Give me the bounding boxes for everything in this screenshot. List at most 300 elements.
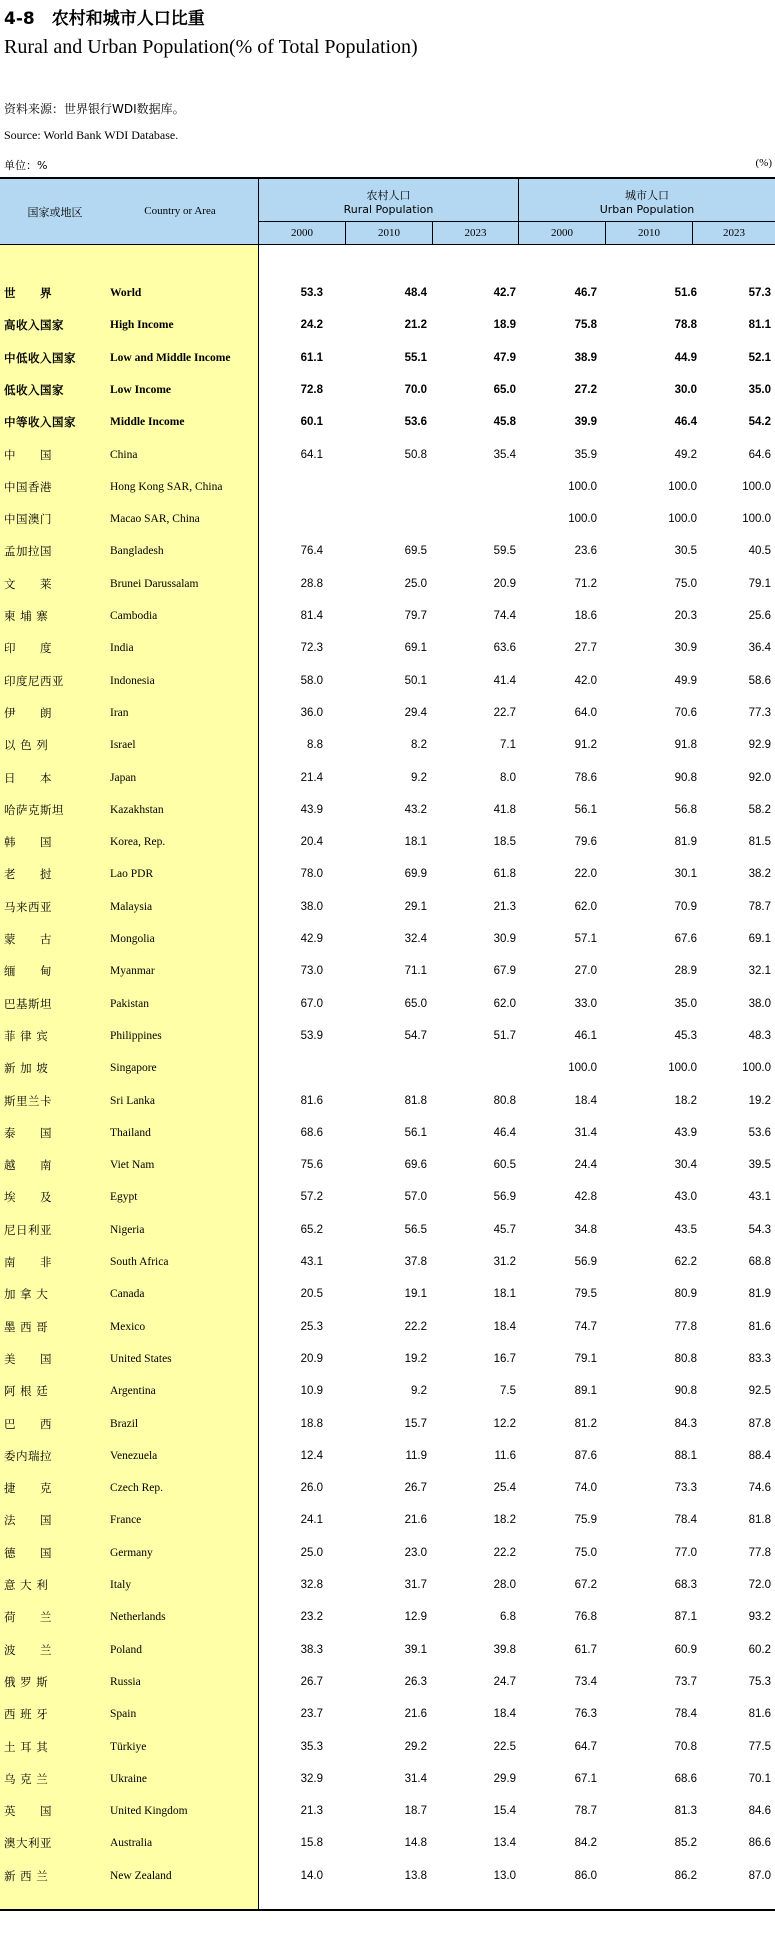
table-row (0, 406, 775, 438)
urban-value-cell: 75.8 (574, 319, 597, 332)
country-name-en: Poland (110, 1643, 142, 1656)
rural-value-cell: 19.2 (404, 1352, 427, 1365)
rural-value-cell: 12.4 (300, 1449, 323, 1462)
urban-value-cell: 81.9 (674, 836, 697, 849)
rural-value-cell: 45.8 (493, 416, 516, 429)
urban-value-cell: 46.7 (574, 287, 597, 299)
rural-value-cell: 72.8 (300, 383, 323, 396)
table-row (0, 794, 775, 826)
urban-value-cell: 74.6 (748, 1482, 771, 1495)
rural-value-cell: 65.2 (300, 1223, 323, 1236)
table-row (0, 1601, 775, 1633)
urban-value-cell: 80.8 (674, 1352, 697, 1365)
table-row (0, 1860, 775, 1892)
header-year-rural-2010: 2010 (378, 227, 400, 239)
urban-value-cell: 42.0 (574, 674, 597, 687)
urban-value-cell: 60.2 (748, 1643, 771, 1656)
table-row (0, 858, 775, 890)
header-urban-cn: 城市人口 (625, 189, 669, 202)
country-name-cn: 菲 律 宾 (4, 1028, 49, 1043)
header-country-en: Country or Area (144, 205, 216, 217)
rural-value-cell: 9.2 (411, 1385, 427, 1398)
table-row (0, 1698, 775, 1730)
rural-value-cell: 62.0 (493, 997, 516, 1010)
urban-value-cell: 53.6 (748, 1126, 771, 1139)
country-name-cn: 老 挝 (4, 867, 52, 882)
urban-value-cell: 74.7 (574, 1320, 597, 1333)
rural-value-cell: 20.5 (300, 1288, 323, 1301)
urban-value-cell: 75.0 (674, 577, 697, 590)
country-name-cn: 缅 甸 (4, 964, 52, 979)
urban-value-cell: 25.6 (748, 610, 771, 622)
header-year-urban-2010: 2010 (638, 227, 660, 239)
urban-value-cell: 30.0 (674, 383, 697, 396)
rural-value-cell: 39.1 (404, 1643, 427, 1656)
urban-value-cell: 20.3 (674, 610, 697, 622)
urban-value-cell: 31.4 (574, 1126, 597, 1139)
urban-value-cell: 81.2 (574, 1417, 597, 1430)
rural-value-cell: 70.0 (404, 383, 427, 396)
rural-value-cell: 72.3 (300, 642, 323, 655)
rural-value-cell: 24.1 (300, 1514, 323, 1527)
country-name-cn: 斯里兰卡 (4, 1093, 52, 1108)
rural-value-cell: 32.9 (300, 1772, 323, 1785)
rural-value-cell: 31.4 (404, 1772, 427, 1785)
rural-value-cell: 67.9 (493, 965, 516, 978)
country-name-cn: 低收入国家 (4, 382, 64, 397)
urban-value-cell: 58.6 (748, 674, 771, 687)
urban-value-cell: 67.1 (574, 1772, 597, 1785)
rural-value-cell: 65.0 (493, 383, 516, 396)
urban-value-cell: 81.6 (748, 1320, 771, 1333)
country-name-en: Bangladesh (110, 545, 164, 558)
country-name-en: Brazil (110, 1417, 139, 1430)
table-row (0, 1278, 775, 1310)
country-name-en: Indonesia (110, 674, 155, 687)
country-name-cn: 巴 西 (4, 1416, 52, 1431)
rural-value-cell: 57.2 (300, 1191, 323, 1204)
rural-value-cell: 79.7 (404, 610, 427, 622)
table-title-en: Rural and Urban Population(% of Total Population) (4, 36, 418, 58)
rural-value-cell: 25.4 (493, 1482, 516, 1495)
table-row (0, 342, 775, 374)
country-name-cn: 尼日利亚 (4, 1222, 52, 1237)
rural-value-cell: 45.7 (493, 1223, 516, 1236)
urban-value-cell: 76.3 (574, 1708, 597, 1721)
urban-value-cell: 27.0 (574, 965, 597, 978)
country-name-en: World (110, 287, 142, 299)
urban-value-cell: 75.9 (574, 1514, 597, 1527)
table-row (0, 762, 775, 794)
urban-value-cell: 79.1 (748, 577, 771, 590)
urban-value-cell: 39.5 (748, 1159, 771, 1172)
rural-value-cell: 9.2 (411, 771, 427, 784)
urban-value-cell: 19.2 (748, 1094, 771, 1107)
country-name-en: Malaysia (110, 900, 153, 913)
rural-value-cell: 61.8 (493, 868, 516, 881)
table-row (0, 309, 775, 341)
rural-value-cell: 68.6 (300, 1126, 323, 1139)
urban-value-cell: 64.7 (574, 1740, 597, 1753)
urban-value-cell: 77.3 (748, 706, 771, 719)
rural-value-cell: 50.8 (404, 448, 427, 461)
rural-value-cell: 18.2 (493, 1514, 516, 1527)
country-name-cn: 波 兰 (4, 1642, 52, 1657)
urban-value-cell: 18.6 (574, 610, 597, 622)
country-name-en: Lao PDR (110, 868, 154, 881)
urban-value-cell: 48.3 (748, 1029, 771, 1042)
rural-value-cell: 54.7 (404, 1029, 427, 1042)
urban-value-cell: 86.6 (748, 1837, 771, 1850)
urban-value-cell: 67.2 (574, 1579, 597, 1591)
rural-value-cell: 31.2 (493, 1256, 516, 1268)
rural-value-cell: 23.7 (300, 1708, 323, 1721)
rural-value-cell: 13.0 (493, 1869, 516, 1882)
table-row (0, 1117, 775, 1149)
rural-value-cell: 43.2 (404, 803, 427, 816)
rural-value-cell: 25.3 (300, 1320, 323, 1333)
urban-value-cell: 75.3 (748, 1675, 771, 1688)
rural-value-cell: 26.7 (404, 1482, 427, 1495)
country-name-cn: 越 南 (4, 1158, 52, 1173)
urban-value-cell: 100.0 (568, 480, 597, 493)
country-name-en: Türkiye (110, 1740, 147, 1753)
table-row (0, 1246, 775, 1278)
urban-value-cell: 51.6 (674, 287, 697, 299)
rural-value-cell: 38.0 (300, 900, 323, 913)
country-name-cn: 日 本 (4, 770, 52, 785)
country-name-cn: 印度尼西亚 (4, 673, 64, 688)
country-name-en: Germany (110, 1546, 153, 1559)
urban-value-cell: 76.8 (574, 1611, 597, 1624)
urban-value-cell: 84.6 (748, 1805, 771, 1818)
rural-value-cell: 18.7 (404, 1805, 427, 1818)
country-name-en: Philippines (110, 1029, 162, 1042)
rural-value-cell: 69.9 (404, 868, 427, 881)
urban-value-cell: 43.0 (674, 1191, 697, 1204)
country-name-en: Ukraine (110, 1772, 148, 1785)
rural-value-cell: 8.0 (500, 771, 516, 784)
urban-value-cell: 27.7 (574, 642, 597, 655)
urban-value-cell: 36.4 (748, 642, 771, 655)
urban-value-cell: 80.9 (674, 1288, 697, 1301)
table-row (0, 1666, 775, 1698)
rural-value-cell: 7.1 (500, 739, 516, 752)
rural-value-cell: 29.4 (404, 706, 427, 719)
urban-value-cell: 77.5 (748, 1740, 771, 1753)
rural-value-cell: 59.5 (493, 545, 516, 558)
urban-value-cell: 70.9 (674, 900, 697, 913)
country-name-en: India (110, 642, 134, 655)
country-name-cn: 加 拿 大 (4, 1287, 49, 1302)
urban-value-cell: 100.0 (742, 480, 771, 493)
rural-value-cell: 80.8 (493, 1094, 516, 1107)
urban-value-cell: 30.1 (674, 868, 697, 881)
table-row (0, 891, 775, 923)
year-row-rule (258, 221, 775, 222)
table-row (0, 1181, 775, 1213)
rural-value-cell: 56.1 (404, 1126, 427, 1139)
rural-value-cell: 43.1 (300, 1256, 323, 1268)
header-year-rural-2023: 2023 (464, 227, 487, 239)
urban-value-cell: 81.1 (748, 319, 771, 332)
country-name-cn: 墨 西 哥 (4, 1319, 49, 1334)
urban-value-cell: 46.4 (674, 416, 697, 429)
urban-value-cell: 60.9 (674, 1643, 697, 1656)
urban-value-cell: 70.8 (674, 1740, 697, 1753)
urban-value-cell: 87.0 (748, 1869, 771, 1882)
rural-value-cell: 69.5 (404, 545, 427, 558)
country-name-cn: 中 国 (4, 447, 52, 462)
rural-value-cell: 56.9 (493, 1191, 516, 1204)
table-row (0, 503, 775, 535)
country-name-cn: 中等收入国家 (4, 415, 76, 430)
urban-value-cell: 100.0 (568, 1062, 597, 1075)
rural-value-cell: 19.1 (404, 1288, 427, 1301)
urban-value-cell: 68.6 (674, 1772, 697, 1785)
table-row (0, 1343, 775, 1375)
rural-value-cell: 69.1 (404, 642, 427, 655)
rural-value-cell: 13.4 (493, 1837, 516, 1850)
urban-value-cell: 68.8 (748, 1256, 771, 1268)
urban-value-cell: 30.9 (674, 642, 697, 655)
urban-value-cell: 78.7 (574, 1805, 597, 1818)
country-name-cn: 伊 朗 (4, 705, 52, 720)
country-name-en: Macao SAR, China (110, 513, 200, 526)
country-name-cn: 美 国 (4, 1351, 52, 1366)
country-name-en: Venezuela (110, 1449, 158, 1462)
header-country-cn: 国家或地区 (27, 206, 83, 219)
urban-value-cell: 79.5 (574, 1288, 597, 1301)
rural-value-cell: 22.2 (493, 1546, 516, 1559)
header-year-rural-2000: 2000 (291, 227, 313, 239)
country-name-en: Brunei Darussalam (110, 577, 199, 590)
rural-value-cell: 57.0 (404, 1191, 427, 1204)
rural-value-cell: 75.6 (300, 1159, 323, 1172)
country-name-en: France (110, 1514, 142, 1527)
header-bottom-rule (0, 244, 775, 245)
country-name-en: Nigeria (110, 1223, 145, 1236)
country-name-cn: 世 界 (4, 286, 52, 300)
urban-value-cell: 86.0 (574, 1869, 597, 1882)
rural-value-cell: 65.0 (404, 997, 427, 1010)
rural-value-cell: 18.1 (493, 1288, 516, 1301)
rural-value-cell: 32.8 (300, 1579, 323, 1591)
unit-label-right: (%) (755, 157, 772, 169)
rural-value-cell: 7.5 (500, 1385, 516, 1398)
urban-value-cell: 73.3 (674, 1482, 697, 1495)
rural-value-cell: 55.1 (404, 351, 427, 364)
urban-value-cell: 52.1 (748, 351, 771, 364)
urban-value-cell: 100.0 (668, 480, 697, 493)
rural-value-cell: 26.0 (300, 1482, 323, 1495)
table-row (0, 568, 775, 600)
source-note-cn: 资料来源：世界银行WDI数据库。 (4, 102, 185, 116)
urban-value-cell: 69.1 (748, 933, 771, 945)
country-name-cn: 埃 及 (4, 1190, 52, 1205)
rural-value-cell: 46.4 (493, 1126, 516, 1139)
country-name-en: Korea, Rep. (110, 836, 166, 849)
header-year-urban-2000: 2000 (551, 227, 573, 239)
urban-value-cell: 56.1 (574, 803, 597, 816)
country-name-cn: 俄 罗 斯 (4, 1674, 49, 1689)
country-name-en: China (110, 448, 138, 461)
urban-value-cell: 43.1 (748, 1191, 771, 1204)
table-row (0, 535, 775, 567)
urban-value-cell: 90.8 (674, 1385, 697, 1398)
rural-value-cell: 15.8 (300, 1837, 323, 1850)
rural-value-cell: 12.2 (493, 1417, 516, 1430)
rural-value-cell: 8.2 (411, 739, 427, 752)
country-name-en: Israel (110, 739, 136, 752)
country-name-en: United States (110, 1352, 172, 1365)
country-name-cn: 法 国 (4, 1513, 52, 1528)
rural-value-cell: 24.2 (300, 319, 323, 332)
urban-value-cell: 30.5 (674, 545, 697, 558)
unit-label: 单位：% (4, 159, 48, 172)
urban-value-cell: 62.2 (674, 1256, 697, 1268)
urban-value-cell: 73.7 (674, 1675, 697, 1688)
country-name-cn: 中国香港 (4, 479, 52, 494)
country-name-cn: 柬 埔 寨 (4, 609, 49, 623)
rural-value-cell: 81.8 (404, 1094, 427, 1107)
country-name-en: Viet Nam (110, 1159, 155, 1172)
rural-value-cell: 16.7 (493, 1352, 516, 1365)
country-name-en: Singapore (110, 1062, 157, 1075)
rural-value-cell: 8.8 (307, 739, 323, 752)
country-name-en: High Income (110, 319, 174, 332)
rural-value-cell: 48.4 (404, 287, 427, 299)
rural-value-cell: 67.0 (300, 997, 323, 1010)
urban-value-cell: 100.0 (668, 1062, 697, 1075)
rural-value-cell: 6.8 (500, 1611, 516, 1624)
urban-value-cell: 92.9 (748, 739, 771, 752)
country-name-cn: 巴基斯坦 (4, 996, 52, 1011)
rural-value-cell: 11.6 (494, 1449, 516, 1462)
rural-value-cell: 53.3 (300, 287, 323, 299)
urban-value-cell: 39.9 (574, 416, 597, 429)
rural-value-cell: 21.4 (300, 771, 323, 784)
rural-value-cell: 15.7 (404, 1417, 427, 1430)
country-name-cn: 意 大 利 (4, 1578, 49, 1592)
urban-value-cell: 45.3 (674, 1029, 697, 1042)
rural-value-cell: 63.6 (493, 642, 516, 655)
table-row (0, 1440, 775, 1472)
table-row (0, 1569, 775, 1601)
country-name-en: South Africa (110, 1256, 169, 1268)
table-row (0, 1085, 775, 1117)
rural-value-cell: 26.3 (404, 1675, 427, 1688)
urban-value-cell: 38.9 (574, 351, 597, 364)
urban-value-cell: 64.6 (748, 448, 771, 461)
rural-value-cell: 60.5 (493, 1159, 516, 1172)
rural-value-cell: 71.1 (404, 965, 427, 978)
country-name-en: Mexico (110, 1320, 146, 1333)
table-row (0, 665, 775, 697)
header-year-urban-2023: 2023 (723, 227, 745, 239)
urban-value-cell: 81.5 (748, 836, 771, 849)
table-row (0, 1472, 775, 1504)
country-name-cn: 孟加拉国 (4, 544, 52, 559)
rural-value-cell: 35.4 (493, 448, 516, 461)
country-name-cn: 德 国 (4, 1545, 52, 1560)
urban-value-cell: 22.0 (574, 868, 597, 881)
country-name-cn: 土 耳 其 (4, 1739, 49, 1754)
urban-value-cell: 84.3 (674, 1417, 697, 1430)
urban-value-cell: 49.9 (674, 674, 697, 687)
urban-value-cell: 18.4 (574, 1094, 597, 1107)
urban-value-cell: 85.2 (674, 1837, 697, 1850)
urban-value-cell: 56.8 (674, 803, 697, 816)
rural-value-cell: 35.3 (300, 1740, 323, 1753)
table-row (0, 277, 775, 309)
country-name-cn: 泰 国 (4, 1125, 52, 1140)
rural-value-cell: 18.9 (493, 319, 516, 332)
urban-value-cell: 35.0 (748, 383, 771, 396)
urban-value-cell: 87.1 (674, 1611, 697, 1624)
table-row (0, 1214, 775, 1246)
urban-value-cell: 62.0 (574, 900, 597, 913)
rural-value-cell: 21.3 (300, 1805, 323, 1818)
rural-value-cell: 47.9 (493, 351, 516, 364)
urban-value-cell: 18.2 (674, 1094, 697, 1107)
urban-value-cell: 24.4 (574, 1159, 597, 1172)
rural-value-cell: 12.9 (404, 1611, 427, 1624)
country-name-cn: 以 色 列 (4, 738, 49, 753)
rural-value-cell: 21.6 (404, 1514, 427, 1527)
rural-value-cell: 50.1 (404, 674, 427, 687)
country-name-en: Kazakhstan (110, 803, 164, 816)
urban-value-cell: 78.8 (674, 319, 697, 332)
rural-value-cell: 31.7 (404, 1579, 427, 1591)
rural-value-cell: 15.4 (493, 1805, 516, 1818)
rural-value-cell: 28.8 (300, 577, 323, 590)
rural-value-cell: 25.0 (300, 1546, 323, 1559)
urban-value-cell: 81.6 (748, 1708, 771, 1721)
country-name-cn: 中国澳门 (4, 512, 52, 527)
urban-value-cell: 91.8 (674, 739, 697, 752)
country-name-en: Australia (110, 1837, 153, 1850)
country-name-en: Low Income (110, 383, 172, 396)
table-row (0, 1763, 775, 1795)
rural-value-cell: 37.8 (404, 1256, 427, 1268)
country-name-cn: 马来西亚 (4, 899, 52, 914)
rural-value-cell: 42.7 (493, 287, 516, 299)
rural-value-cell: 76.4 (300, 545, 323, 558)
urban-value-cell: 72.0 (748, 1579, 771, 1591)
country-name-en: Low and Middle Income (110, 351, 231, 364)
country-name-en: Sri Lanka (110, 1094, 156, 1107)
rural-value-cell: 18.4 (493, 1708, 516, 1721)
urban-value-cell: 81.3 (674, 1805, 697, 1818)
table-row (0, 1375, 775, 1407)
country-name-cn: 澳大利亚 (4, 1836, 52, 1851)
rural-value-cell: 20.9 (493, 577, 516, 590)
country-name-en: Cambodia (110, 610, 158, 622)
urban-value-cell: 78.4 (674, 1514, 697, 1527)
rural-value-cell: 56.5 (404, 1223, 427, 1236)
rural-value-cell: 53.9 (300, 1029, 323, 1042)
rural-value-cell: 25.0 (404, 577, 427, 590)
urban-value-cell: 57.1 (574, 933, 597, 945)
country-name-cn: 文 莱 (4, 576, 52, 591)
rural-value-cell: 64.1 (300, 448, 323, 461)
header-urban-en: Urban Population (599, 203, 695, 216)
urban-value-cell: 79.1 (574, 1352, 597, 1365)
rural-value-cell: 14.0 (300, 1869, 323, 1882)
country-name-cn: 捷 克 (4, 1481, 52, 1496)
table-row (0, 374, 775, 406)
